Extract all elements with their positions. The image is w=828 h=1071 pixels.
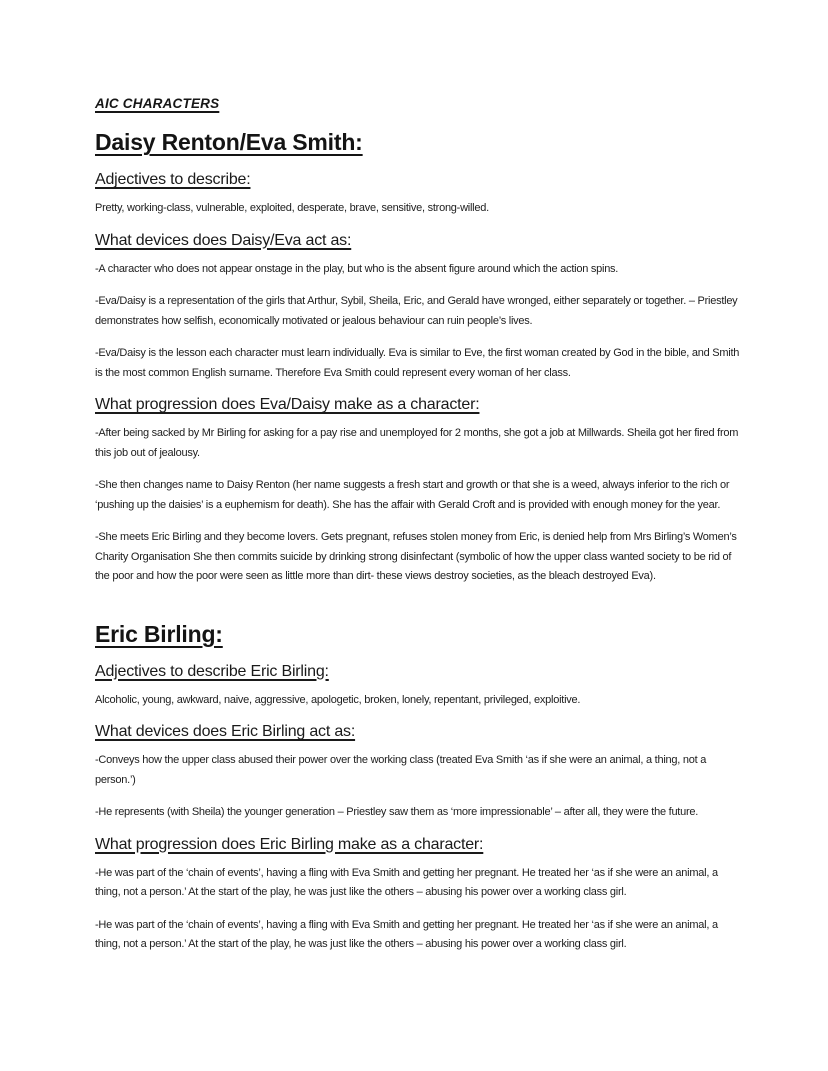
paragraph-daisy-device-3: -Eva/Daisy is the lesson each character must learn individually. Eva is similar to Eve, the first woman created by God in the bible, and Smith is the most common English surname. Therefore Eva Smith could represent every woman of her class. [95,347,740,379]
paragraph-daisy-progression-1: -After being sacked by Mr Birling for asking for a pay rise and unemployed for 2 months, she got a job at Millwards. Sheila got her fired from this job out of jealousy. [95,427,739,459]
paragraph-daisy-device-1: -A character who does not appear onstage in the play, but who is the absent figure around which the action spins. [95,262,619,275]
paragraph-daisy-progression-2: -She then changes name to Daisy Renton (her name suggests a fresh start and growth or that she is a weed, always inferior to the rich or ‘pushing up the daisies’ is a euphemism for death). She has the affair with Gerald Croft and is provided with enough money for the year. [95,479,730,511]
section-heading-daisy: Daisy Renton/Eva Smith: [95,129,363,155]
subheading-eric-adjectives: Adjectives to describe Eric Birling: [95,662,329,680]
section-heading-eric: Eric Birling: [95,620,223,647]
subheading-daisy-adjectives: Adjectives to describe: [95,171,251,188]
paragraph-eric-adjectives: Alcoholic, young, awkward, naive, aggressive, apologetic, broken, lonely, repentant, privileged, exploitive. [95,693,581,706]
subheading-eric-devices: What devices does Eric Birling act as: [95,723,356,740]
paragraph-eric-device-1: -Conveys how the upper class abused their power over the working class (treated Eva Smith ‘as if she were an animal, a thing, not a person.’) [95,754,707,786]
paragraph-daisy-device-2: -Eva/Daisy is a representation of the girls that Arthur, Sybil, Sheila, Eric, and Gerald have wronged, either separately or together. – Priestley demonstrates how selfish, economically motivated or jealous behaviour can ruin people’s lives. [95,295,738,327]
paragraph-eric-progression-2: -He was part of the ‘chain of events’, having a fling with Eva Smith and getting her pregnant. He treated her ‘as if she were an animal, a thing, not a person.’ At the start of the play, he was just like the others – abusing his power over a working class girl. [95,918,718,950]
paragraph-daisy-progression-3: -She meets Eric Birling and they become lovers. Gets pregnant, refuses stolen money from Eric, is denied help from Mrs Birling’s Women’s Charity Organisation She then commits suicide by drinking strong disinfectant (symbolic of how the upper class wanted society to be rid of the poor and how the poor were seen as little more than dirt- these views destroy societies, as the bleach destroyed Eva). [95,531,737,582]
paragraph-eric-device-2: -He represents (with Sheila) the younger generation – Priestley saw them as ‘more impressionable’ – after all, they were the future. [95,806,699,818]
paragraph-daisy-adjectives: Pretty, working-class, vulnerable, exploited, desperate, brave, sensitive, strong-willed. [95,202,489,214]
subheading-daisy-devices: What devices does Daisy/Eva act as: [95,231,352,249]
subheading-eric-progression: What progression does Eric Birling make as a character: [95,835,484,853]
paragraph-eric-progression-1: -He was part of the ‘chain of events’, having a fling with Eva Smith and getting her pregnant. He treated her ‘as if she were an animal, a thing, not a person.’ At the start of the play, he was just like the others – abusing his power over a working class girl. [95,866,718,898]
subheading-daisy-progression: What progression does Eva/Daisy make as a character: [95,396,480,413]
doc-label: AIC CHARACTERS [95,96,220,111]
